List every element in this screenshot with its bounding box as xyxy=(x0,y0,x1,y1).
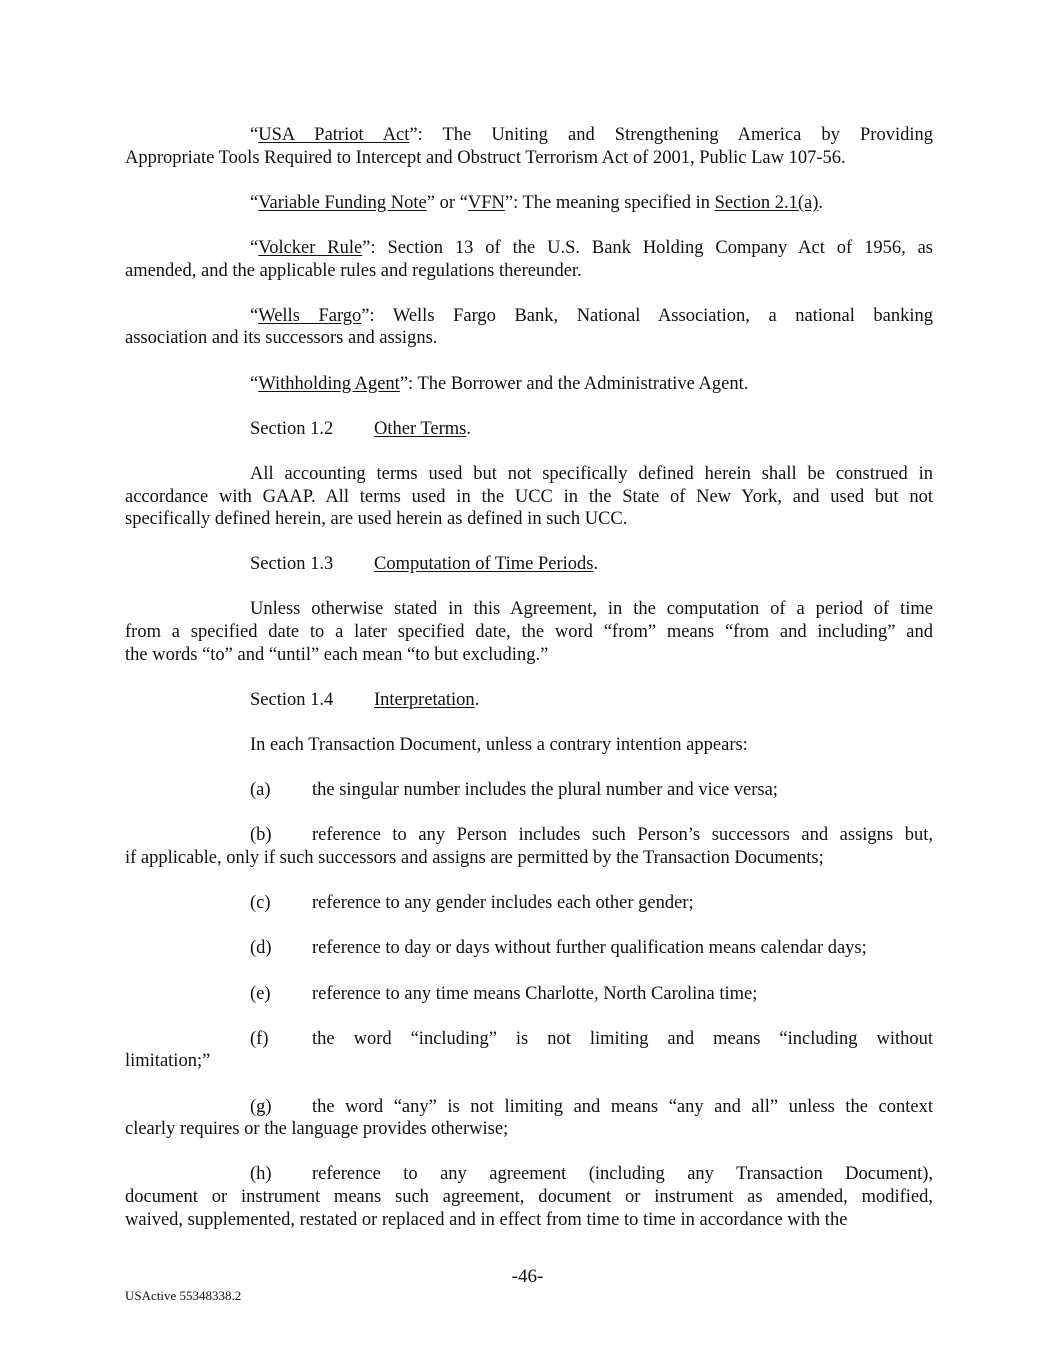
text-line xyxy=(125,983,933,1006)
text-line xyxy=(125,892,933,915)
underlined-term: Interpretation xyxy=(374,689,475,710)
text-segment: if applicable, only if such successors and assigns are permitted by the Transaction Documents; xyxy=(125,848,824,868)
underlined-term: Other Terms xyxy=(374,418,467,439)
text-line xyxy=(125,1209,933,1232)
section-heading xyxy=(125,689,933,712)
list-item xyxy=(125,1096,933,1141)
definition-paragraph xyxy=(125,373,933,396)
text-line xyxy=(125,124,933,147)
text-line xyxy=(125,192,933,215)
item-label: (f) xyxy=(250,1028,269,1049)
text-line xyxy=(125,147,933,170)
text-segment: amended, and the applicable rules and regulations thereunder. xyxy=(125,260,582,281)
text-segment: Unless otherwise stated in this Agreement, in the computation of a period of time xyxy=(250,599,933,620)
text-line xyxy=(125,621,933,644)
text-segment: reference to any time means Charlotte, North Carolina time; xyxy=(312,983,758,1004)
text-line xyxy=(125,779,933,802)
text-line xyxy=(125,508,933,531)
text-segment: the singular number includes the plural number and vice versa; xyxy=(312,780,778,801)
text-line xyxy=(125,1050,933,1073)
section-number: Section 1.2 xyxy=(250,418,334,439)
text-segment: document or instrument means such agreement, document or instrument as amended, modified, xyxy=(125,1186,933,1207)
underlined-term: USA Patriot Act xyxy=(258,125,410,145)
underlined-term: Computation of Time Periods xyxy=(374,554,594,575)
text-segment: reference to day or days without further qualification means calendar days; xyxy=(312,938,867,959)
definition-paragraph xyxy=(125,237,933,282)
text-segment: waived, supplemented, restated or replaced and in effect from time to time in accordance with the xyxy=(125,1209,848,1230)
underlined-term: VFN xyxy=(467,192,505,213)
text-segment: “ xyxy=(250,305,259,326)
text-segment: ”: Wells Fargo Bank, National Association, a national banking xyxy=(361,305,933,326)
item-label: (b) xyxy=(250,825,272,846)
page-number: -46- xyxy=(511,1266,544,1287)
paragraph xyxy=(125,734,933,757)
text-segment: . xyxy=(474,689,480,710)
text-segment: specifically defined herein, are used herein as defined in such UCC. xyxy=(125,509,628,530)
text-segment: In each Transaction Document, unless a contrary intention appears: xyxy=(250,735,748,756)
text-line xyxy=(125,689,933,712)
underlined-term: Withholding Agent xyxy=(258,373,400,394)
text-segment: limitation;” xyxy=(125,1051,211,1072)
text-line xyxy=(125,418,933,441)
item-label: (d) xyxy=(250,938,272,959)
text-line xyxy=(125,1028,933,1051)
text-segment: “ xyxy=(250,237,259,258)
text-segment: ”: Section 13 of the U.S. Bank Holding Company Act of 1956, as xyxy=(362,237,933,258)
text-line xyxy=(125,260,933,283)
text-segment: . xyxy=(593,554,599,575)
text-segment: association and its successors and assigns. xyxy=(125,328,438,349)
text-line xyxy=(125,237,933,260)
text-segment: All accounting terms used but not specifically defined herein shall be construed in xyxy=(250,463,933,484)
list-item xyxy=(125,824,933,869)
list-item xyxy=(125,1028,933,1073)
definition-paragraph xyxy=(125,192,933,215)
text-segment: ”: The Uniting and Strengthening America by Providing xyxy=(409,125,933,145)
text-segment: Appropriate Tools Required to Intercept and Obstruct Terrorism Act of 2001, Public Law 107-56. xyxy=(125,147,846,168)
text-line xyxy=(125,937,933,960)
text-segment: ”: The meaning specified in xyxy=(504,192,715,213)
text-line xyxy=(125,1163,933,1186)
text-segment: reference to any Person includes such Person’s successors and assigns but, xyxy=(312,825,933,846)
text-segment: the words “to” and “until” each mean “to but excluding.” xyxy=(125,644,549,665)
text-segment: “ xyxy=(250,373,259,394)
text-line xyxy=(125,598,933,621)
text-line xyxy=(125,734,933,757)
text-segment: the word “any” is not limiting and means “any and all” unless the context xyxy=(312,1096,933,1117)
list-item xyxy=(125,937,933,960)
text-line xyxy=(125,824,933,847)
definition-paragraph xyxy=(125,305,933,350)
paragraph xyxy=(125,463,933,531)
section-heading xyxy=(125,418,933,441)
text-line xyxy=(125,847,933,870)
underlined-term: Section 2.1(a) xyxy=(714,192,819,213)
text-segment: ” or “ xyxy=(426,192,468,213)
text-segment: accordance with GAAP. All terms used in the UCC in the State of New York, and used but not xyxy=(125,486,933,507)
list-item xyxy=(125,779,933,802)
text-line xyxy=(125,373,933,396)
list-item xyxy=(125,1163,933,1231)
document-footer-id: USActive 55348338.2 xyxy=(125,1288,242,1303)
item-label: (g) xyxy=(250,1096,272,1117)
text-segment: the word “including” is not limiting and means “including without xyxy=(312,1028,933,1049)
text-line xyxy=(125,1186,933,1209)
text-line xyxy=(125,463,933,486)
text-line xyxy=(125,1096,933,1119)
text-line xyxy=(125,644,933,667)
text-segment: from a specified date to a later specified date, the word “from” means “from and including” and xyxy=(125,622,933,643)
text-segment: . xyxy=(818,192,824,213)
underlined-term: Volcker Rule xyxy=(258,237,363,258)
item-label: (h) xyxy=(250,1164,272,1185)
text-segment: “ xyxy=(250,125,259,145)
list-item xyxy=(125,983,933,1006)
text-segment: “ xyxy=(250,192,259,213)
definition-paragraph xyxy=(125,124,933,169)
list-item xyxy=(125,892,933,915)
text-segment: reference to any gender includes each other gender; xyxy=(312,893,694,914)
underlined-term: Variable Funding Note xyxy=(258,192,427,213)
section-number: Section 1.3 xyxy=(250,554,334,575)
section-number: Section 1.4 xyxy=(250,689,334,710)
item-label: (e) xyxy=(250,983,271,1004)
text-segment: reference to any agreement (including any Transaction Document), xyxy=(312,1164,933,1185)
underlined-term: Wells Fargo xyxy=(258,305,362,326)
section-heading xyxy=(125,553,933,576)
text-line xyxy=(125,486,933,509)
item-label: (a) xyxy=(250,780,271,801)
item-label: (c) xyxy=(250,893,271,914)
text-line xyxy=(125,327,933,350)
document-body xyxy=(125,124,933,1254)
text-line xyxy=(125,553,933,576)
text-segment: ”: The Borrower and the Administrative Agent. xyxy=(399,373,749,394)
text-segment: clearly requires or the language provides otherwise; xyxy=(125,1119,509,1140)
text-line xyxy=(125,1118,933,1141)
text-line xyxy=(125,305,933,328)
paragraph xyxy=(125,598,933,666)
text-segment: . xyxy=(466,418,472,439)
